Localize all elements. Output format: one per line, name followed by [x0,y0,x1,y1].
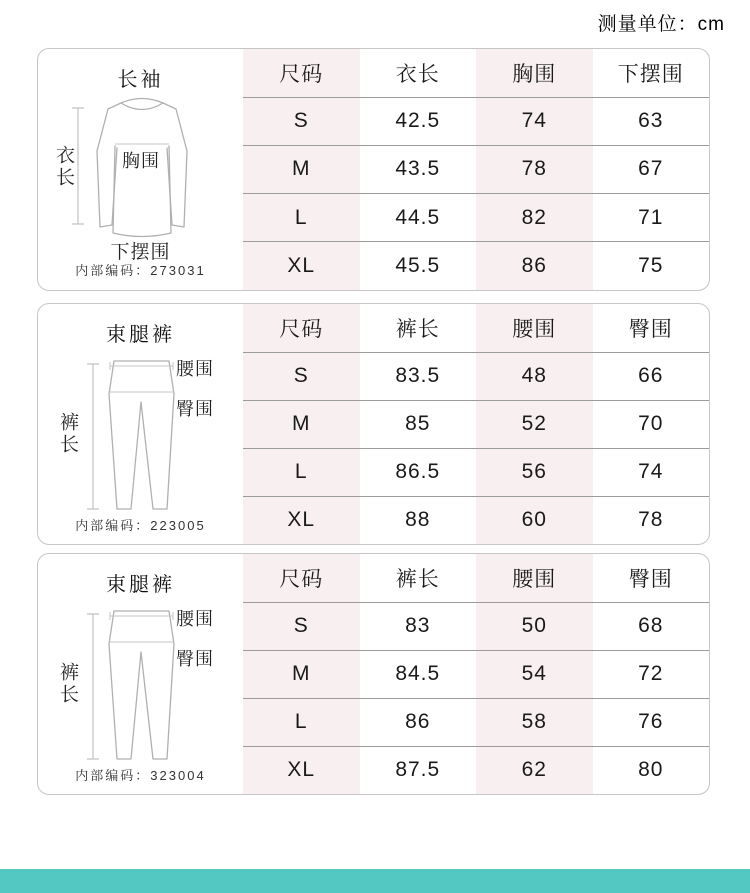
size-row [243,145,709,193]
value-cell: 84.5 [360,650,477,698]
value-cell: 83.5 [360,352,477,400]
value-cell: 72 [593,650,710,698]
garment-illustration-shirt [38,49,243,290]
value-cell: 68 [593,602,710,650]
column-header-size: 尺码 [243,49,360,97]
value-cell: 70 [593,400,710,448]
length-measure-line [87,364,99,509]
size-row [243,352,709,400]
value-cell: 86 [476,242,593,290]
size-row [243,194,709,242]
internal-code: 内部编码：323004 [75,768,206,783]
column-header-measure: 腰围 [476,554,593,602]
table-header-row [243,554,709,602]
column-header-measure: 裤长 [360,554,477,602]
hem-label: 下摆围 [110,242,171,263]
table-header-row [243,304,709,352]
value-cell: 75 [638,254,664,278]
value-cell: 54 [476,650,593,698]
garment-length-label: 裤长 [57,412,78,456]
size-row [243,746,709,794]
measurement-unit-label: 测量单位：cm [597,14,725,35]
hip-label: 臀围 [176,649,214,669]
value-cell: 62 [476,746,593,794]
value-cell: 43.5 [360,145,477,193]
size-cell: L [243,194,360,242]
value-cell: 80 [638,758,664,782]
size-cell: XL [243,746,360,794]
value-cell: 85 [360,400,477,448]
size-cell: L [243,698,360,746]
value-cell: 66 [593,352,710,400]
waist-label: 腰围 [176,609,214,629]
garment-length-label: 裤长 [57,662,78,706]
size-card-pants-2 [37,553,710,795]
size-table [243,554,709,794]
column-header-measure: 胸围 [476,49,593,97]
column-header-measure: 下摆围 [593,49,710,97]
garment-illustration-pants [38,554,243,794]
size-table [243,49,709,290]
size-row [243,242,709,290]
size-row [243,97,709,145]
size-row [243,650,709,698]
internal-code: 内部编码：223005 [75,518,206,533]
garment-illustration-pants [38,304,243,544]
value-cell: 63 [593,97,710,145]
size-card-pants-1 [37,303,710,545]
length-measure-line [87,614,99,759]
value-cell: 74 [476,97,593,145]
hip-label: 臀围 [176,399,214,419]
value-cell: 60 [476,496,593,544]
footer-accent-bar [0,869,750,893]
size-cell: M [243,400,360,448]
value-cell: 71 [593,194,710,242]
table-header-row [243,49,709,97]
value-cell: 56 [476,448,593,496]
chest-label: 胸围 [122,151,160,171]
waist-label: 腰围 [176,359,214,379]
value-cell: 87.5 [395,758,441,782]
size-row [243,496,709,544]
column-header-size: 尺码 [243,304,360,352]
value-cell: 42.5 [360,97,477,145]
size-cell: S [243,97,360,145]
size-row [243,602,709,650]
garment-title: 束腿裤 [106,324,175,346]
value-cell: 78 [638,508,664,532]
value-cell: 67 [593,145,710,193]
value-cell: 82 [476,194,593,242]
value-cell: 83 [360,602,477,650]
column-header-measure: 裤长 [360,304,477,352]
size-cell: L [243,448,360,496]
value-cell: 44.5 [360,194,477,242]
value-cell: 52 [476,400,593,448]
value-cell: 78 [476,145,593,193]
size-cell: XL [243,496,360,544]
value-cell: 48 [476,352,593,400]
size-cell: S [243,352,360,400]
garment-length-label: 衣长 [53,145,74,189]
column-header-measure: 臀围 [593,304,710,352]
value-cell: 50 [476,602,593,650]
size-cell: M [243,650,360,698]
size-row [243,698,709,746]
value-cell: 86 [360,698,477,746]
size-row [243,448,709,496]
value-cell: 88 [405,508,431,532]
value-cell: 74 [593,448,710,496]
garment-title: 束腿裤 [106,574,175,596]
value-cell: 58 [476,698,593,746]
value-cell: 86.5 [360,448,477,496]
internal-code: 内部编码：273031 [75,263,206,278]
garment-title: 长袖 [117,69,164,91]
size-table [243,304,709,544]
column-header-size: 尺码 [243,554,360,602]
column-header-measure: 臀围 [593,554,710,602]
value-cell: 45.5 [395,254,441,278]
size-cell: XL [243,242,360,290]
size-row [243,400,709,448]
column-header-measure: 腰围 [476,304,593,352]
column-header-measure: 衣长 [360,49,477,97]
size-card-long-sleeve [37,48,710,291]
size-cell: M [243,145,360,193]
size-cell: S [243,602,360,650]
value-cell: 76 [593,698,710,746]
